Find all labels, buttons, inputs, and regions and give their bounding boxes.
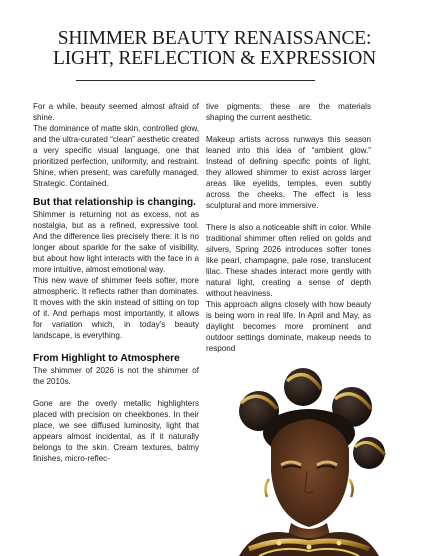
article-title xyxy=(0,29,429,69)
paragraph: For a while, beauty seemed almost afraid of shine. xyxy=(33,102,199,122)
article-column-left xyxy=(33,101,199,464)
paragraph: Makeup artists across runways this season leaned into this idea of “ambient glow.” Instead of defining specific points of light, they allowed shimmer to exist across larger areas like eyelids, temples, even subtly across the cheeks. The effect is less sculptural and more immersive. xyxy=(206,135,371,210)
paragraph: tive pigments: these are the materials shaping the current aesthetic. xyxy=(206,102,371,122)
paragraph: The dominance of matte skin, controlled glow, and the ultra-curated “clean” aesthetic created a very specific visual language, one that prioritized perfection, uniformity, and restraint. Shine, when present, was carefully managed. Strategic. Contained. xyxy=(33,124,199,188)
section-heading: But that relationship is changing. xyxy=(33,197,197,208)
section-heading: From Highlight to Atmosphere xyxy=(33,353,180,364)
paragraph: This new wave of shimmer feels softer, more atmospheric. It reflects rather than dominates. It moves with the skin instead of sitting on top of it. And perhaps most importantly, it allows for variation which, in today’s beauty landscape, is everything. xyxy=(33,276,199,340)
article-title-line-2: LIGHT, REFLECTION & EXPRESSION xyxy=(53,48,376,69)
paragraph: Shimmer is returning not as excess, not as nostalgia, but as a refined, expressive tool. And the difference lies precisely there: it is no longer about sparkle for the sake of visibility, but about how light interacts with the face in a more intuitive, almost emotional way. xyxy=(33,210,199,274)
paragraph: This approach aligns closely with how beauty is being worn in real life. In April and May, as daylight becomes more prominent and outdoor settings dominate, makeup needs to respond xyxy=(206,300,371,353)
paragraph: The shimmer of 2026 is not the shimmer of the 2010s. xyxy=(33,366,199,386)
paragraph: There is also a noticeable shift in color. While traditional shimmer often relied on golds and silvers, Spring 2026 introduces softer tones like pearl, champagne, pale rose, translucent lilac. These shades interact more gently with natural light, creating a sense of depth without heaviness. xyxy=(206,223,371,298)
article-column-right xyxy=(206,101,371,354)
model-portrait-image xyxy=(219,367,397,556)
article-title-line-1: SHIMMER BEAUTY RENAISSANCE: xyxy=(57,28,372,49)
title-divider xyxy=(76,80,315,81)
paragraph: Gone are the overly metallic highlighters placed with precision on cheekbones. In their place, we see diffused luminosity, light that appears almost incidental, as if it naturally belongs to the skin. Cream textures, balmy finishes, micro-reflec- xyxy=(33,399,199,463)
